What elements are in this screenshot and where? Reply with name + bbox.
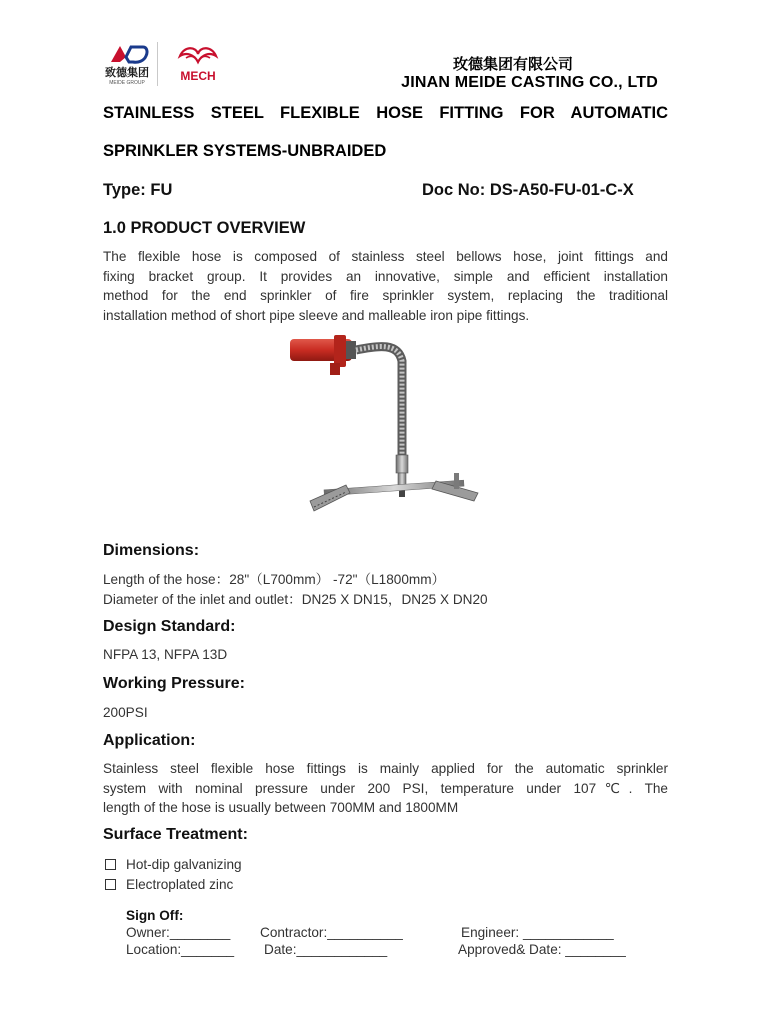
company-name-en: JINAN MEIDE CASTING CO., LTD [401, 74, 658, 91]
checkbox-icon[interactable] [105, 859, 116, 870]
mech-logo-mark [166, 40, 230, 88]
doc-title-line-1: STAINLESS STEEL FLEXIBLE HOSE FITTING FOR AUTOMATIC [103, 104, 668, 122]
surface-treatment-options [103, 855, 242, 894]
meide-logo [103, 40, 151, 88]
dimensions-heading: Dimensions: [103, 542, 200, 559]
type-label: Type: FU [103, 181, 173, 199]
checkbox-icon[interactable] [105, 879, 116, 890]
overview-line: The flexible hose is composed of stainless steel bellows hose, joint fittings and [103, 249, 668, 264]
meide-logo-mark [103, 40, 151, 88]
working-pressure-heading: Working Pressure: [103, 675, 245, 692]
dimensions-line: Length of the hose：28"（L700mm） -72"（L1800mm） [103, 572, 446, 587]
overview-line: installation method of short pipe sleeve and malleable iron pipe fittings. [103, 307, 530, 323]
logo-left-text: 致德集团 [105, 66, 149, 79]
overview-line: method for the end sprinkler of fire sprinkler system, replacing the traditional [103, 288, 668, 303]
design-standard-heading: Design Standard: [103, 618, 236, 635]
doc-number: Doc No: DS-A50-FU-01-C-X [422, 181, 634, 199]
logo-divider [157, 42, 158, 86]
approved-date-field[interactable]: Approved& Date: ________ [458, 942, 626, 957]
option-label: Hot-dip galvanizing [126, 857, 242, 873]
option-hot-dip-galvanizing[interactable] [103, 855, 242, 875]
type-doc-row [103, 181, 668, 200]
logo-group [103, 40, 230, 88]
application-heading: Application: [103, 732, 196, 749]
mech-logo [166, 40, 230, 88]
application-line: Stainless steel flexible hose fittings is mainly applied for the automatic sprinkler [103, 761, 668, 776]
option-label: Electroplated zinc [126, 876, 234, 892]
sign-off-block [126, 908, 666, 959]
design-standard-value [103, 645, 668, 665]
overview-line: fixing bracket group. It provides an innovative, simple and efficient installation [103, 268, 668, 284]
working-pressure-text: 200PSI [103, 705, 148, 720]
overview-paragraph [103, 247, 668, 325]
design-standard-text: NFPA 13, NFPA 13D [103, 647, 228, 662]
flexible-hose-illustration [284, 335, 484, 525]
application-paragraph [103, 759, 668, 818]
engineer-field[interactable]: Engineer: ____________ [461, 925, 614, 940]
dimensions-text [103, 570, 668, 609]
product-photo [284, 335, 484, 525]
application-line: length of the hose is usually between 700MM and 1800MM [103, 800, 459, 815]
logo-right-text: MECH [180, 69, 216, 83]
location-field[interactable]: Location:_______ [126, 942, 235, 957]
surface-treatment-heading: Surface Treatment: [103, 826, 248, 843]
option-electroplated-zinc[interactable] [103, 875, 242, 895]
application-line: system with nominal pressure under 200 PSI, temperature under 107℃. The [103, 780, 668, 796]
working-pressure-value [103, 703, 668, 723]
doc-title-line-2: SPRINKLER SYSTEMS-UNBRAIDED [103, 142, 387, 160]
contractor-field[interactable]: Contractor:__________ [260, 925, 403, 940]
company-name-cn: 玫德集团有限公司 [452, 55, 573, 73]
overview-heading: 1.0 PRODUCT OVERVIEW [103, 219, 306, 237]
dimensions-line: Diameter of the inlet and outlet：DN25 X DN15，DN25 X DN20 [103, 591, 488, 607]
owner-field[interactable]: Owner:________ [126, 925, 231, 940]
document-header [103, 40, 668, 100]
logo-left-sub: MEIDE GROUP [109, 80, 145, 86]
sign-off-label: Sign Off: [126, 908, 184, 923]
date-field[interactable]: Date:____________ [264, 942, 388, 957]
